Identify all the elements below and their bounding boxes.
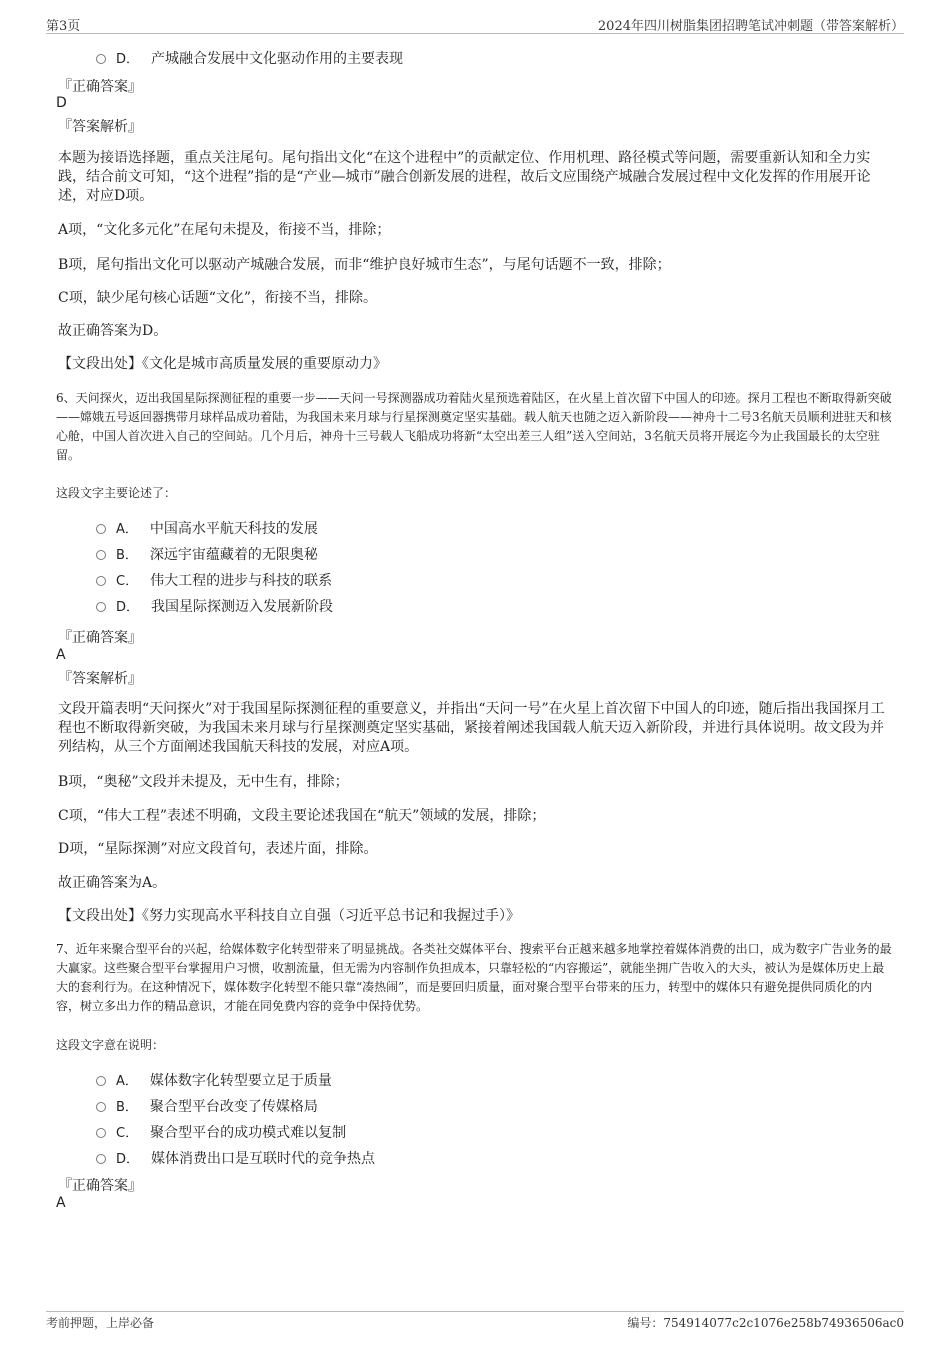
q5-note-c: C项，缺少尾句核心话题“文化”，衔接不当，排除。 <box>58 290 378 306</box>
footer-slogan: 考前押题，上岸必备 <box>46 1316 155 1330</box>
q7-option-a[interactable]: A． 媒体数字化转型要立足于质量 <box>96 1070 332 1090</box>
q6-analysis: 文段开篇表明“天问探火”对于我国星际探测征程的重要意义，并指出“天问一号”在火星上首次留下中国人的印迹，随后指出我国探月工程也不断取得新突破，为我国未来月球与行星探测奠定坚实基础，紧接着阐述我国载人航天迈入新阶段，并进行具体说明。故文段为并列结构，从三个方面阐述我国航天科技的发展，对应A项。 <box>58 701 885 755</box>
q5-analysis: 本题为接语选择题，重点关注尾句。尾句指出文化“在这个进程中”的贡献定位、作用机理、路径模式等问题，需要重新认知和全力实践，结合前文可知，“这个进程”指的是“产业—城市”融合创新发展的进程，故后文应围绕产城融合发展过程中文化发挥的作用展开论述，对应D项。 <box>58 150 871 204</box>
radio-icon[interactable] <box>96 550 106 560</box>
q7-option-d[interactable]: D． 媒体消费出口是互联时代的竞争热点 <box>96 1148 375 1168</box>
radio-icon[interactable] <box>96 54 106 64</box>
q6-option-a[interactable]: A． 中国高水平航天科技的发展 <box>96 518 318 538</box>
radio-icon[interactable] <box>96 602 106 612</box>
q6-note-c: C项，“伟大工程”表述不明确，文段主要论述我国在“航天”领域的发展，排除； <box>58 808 546 824</box>
q6-option-b[interactable]: B． 深远宇宙蕴藏着的无限奥秘 <box>96 544 318 564</box>
document-title: 2024年四川树脂集团招聘笔试冲刺题（带答案解析） <box>597 19 904 34</box>
q7-prompt: 这段文字意在说明： <box>56 1038 165 1052</box>
radio-icon[interactable] <box>96 576 106 586</box>
radio-icon[interactable] <box>96 1102 106 1112</box>
radio-icon[interactable] <box>96 1076 106 1086</box>
page-number: 第3页 <box>46 19 81 34</box>
radio-icon[interactable] <box>96 1154 106 1164</box>
q7-option-b[interactable]: B． 聚合型平台改变了传媒格局 <box>96 1096 318 1116</box>
q5-answer: D <box>56 95 67 111</box>
q5-note-b: B项，尾句指出文化可以驱动产城融合发展，而非“维护良好城市生态”，与尾句话题不一致，排除； <box>58 257 671 273</box>
q5-conclusion: 故正确答案为D。 <box>58 323 168 339</box>
analysis-label: 『答案解析』 <box>58 671 142 687</box>
q6-source: 【文段出处】《努力实现高水平科技自立自强（习近平总书记和我握过手）》 <box>58 908 520 924</box>
q5-source: 【文段出处】《文化是城市高质量发展的重要原动力》 <box>58 356 387 372</box>
q7-option-c[interactable]: C． 聚合型平台的成功模式难以复制 <box>96 1122 346 1142</box>
radio-icon[interactable] <box>96 1128 106 1138</box>
q6-option-c[interactable]: C． 伟大工程的进步与科技的联系 <box>96 570 332 590</box>
correct-answer-label: 『正确答案』 <box>58 1178 142 1194</box>
q5-option-d[interactable]: D． 产城融合发展中文化驱动作用的主要表现 <box>96 48 403 68</box>
q6-conclusion: 故正确答案为A。 <box>58 875 167 891</box>
q7-answer: A <box>56 1195 66 1211</box>
analysis-label: 『答案解析』 <box>58 119 142 135</box>
header-divider <box>46 33 904 34</box>
q5-note-a: A项，“文化多元化”在尾句未提及，衔接不当，排除； <box>58 222 391 238</box>
q6-option-d[interactable]: D． 我国星际探测迈入发展新阶段 <box>96 596 333 616</box>
q6-prompt: 这段文字主要论述了： <box>56 486 177 500</box>
q7-stem: 7、近年来聚合型平台的兴起，给媒体数字化转型带来了明显挑战。各类社交媒体平台、搜索平台正越来越多地掌控着媒体消费的出口，成为数字广告业务的最大赢家。这些聚合型平台掌握用户习惯，收割流量，但无需为内容制作负担成本，只靠轻松的“内容搬运”，就能坐拥广告收入的大头，被认为是媒体历史上最大的套利行为。在这种情况下，媒体数字化转型不能只靠“凑热闹”，而是要回归质量，面对聚合型平台带来的压力，转型中的媒体只有避免提供同质化的内容，树立多出力作的精品意识，才能在同免费内容的竞争中保持优势。 <box>56 942 892 1013</box>
footer-divider <box>46 1311 904 1312</box>
document-code: 编号：754914077c2c1076e258b74936506ac0 <box>627 1316 904 1330</box>
correct-answer-label: 『正确答案』 <box>58 79 142 95</box>
radio-icon[interactable] <box>96 524 106 534</box>
q6-answer: A <box>56 647 66 663</box>
q6-stem: 6、天问探火，迈出我国星际探测征程的重要一步——天问一号探测器成功着陆火星预选着陆区，在火星上首次留下中国人的印迹。探月工程也不断取得新突破——嫦娥五号返回器携带月球样品成功着陆，为我国未来月球与行星探测奠定坚实基础。载人航天也随之迈入新阶段——神舟十二号3名航天员顺利进驻天和核心舱，中国人首次进入自己的空间站。几个月后，神舟十三号载人飞船成功将新“太空出差三人组”送入空间站，3名航天员将开展迄今为止我国最长的太空驻留。 <box>56 391 892 462</box>
q6-note-b: B项，“奥秘”文段并未提及，无中生有，排除； <box>58 774 349 790</box>
q6-note-d: D项，“星际探测”对应文段首句，表述片面，排除。 <box>58 841 378 857</box>
correct-answer-label: 『正确答案』 <box>58 630 142 646</box>
